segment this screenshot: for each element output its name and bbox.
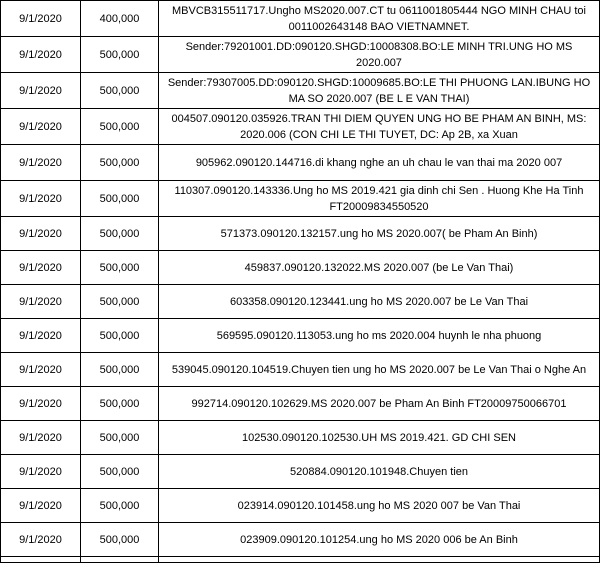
description-cell: Sender:79201001.DD:090120.SHGD:10008308.BO:LE MINH TRI.UNG HO MS 2020.007 <box>159 37 600 73</box>
date-cell: 9/1/2020 <box>1 489 81 523</box>
description-cell: 520884.090120.101948.Chuyen tien <box>159 455 600 489</box>
date-cell: 9/1/2020 <box>1 421 81 455</box>
date-cell: 9/1/2020 <box>1 37 81 73</box>
amount-cell: 500,000 <box>81 353 159 387</box>
table-row <box>1 387 600 421</box>
table-row <box>1 181 600 217</box>
table-row <box>1 523 600 557</box>
description-cell: 539045.090120.104519.Chuyen tien ung ho MS 2020.007 be Le Van Thai o Nghe An <box>159 353 600 387</box>
amount-cell: 500,000 <box>81 181 159 217</box>
table-row <box>1 251 600 285</box>
date-cell: 9/1/2020 <box>1 285 81 319</box>
date-cell: 9/1/2020 <box>1 319 81 353</box>
amount-cell <box>81 557 159 563</box>
date-cell: 9/1/2020 <box>1 145 81 181</box>
table-row <box>1 73 600 109</box>
description-cell: 905962.090120.144716.di khang nghe an uh chau le van thai ma 2020 007 <box>159 145 600 181</box>
date-cell: 9/1/2020 <box>1 181 81 217</box>
amount-cell: 500,000 <box>81 109 159 145</box>
description-cell: 569595.090120.113053.ung ho ms 2020.004 huynh le nha phuong <box>159 319 600 353</box>
description-cell: Sender:79307005.DD:090120.SHGD:10009685.BO:LE THI PHUONG LAN.IBUNG HO MA SO 2020.007 (BE L E VAN THAI) <box>159 73 600 109</box>
table-row <box>1 455 600 489</box>
amount-cell: 500,000 <box>81 489 159 523</box>
date-cell <box>1 557 81 563</box>
amount-cell: 500,000 <box>81 217 159 251</box>
description-cell: 459837.090120.132022.MS 2020.007 (be Le Van Thai) <box>159 251 600 285</box>
table-row <box>1 489 600 523</box>
amount-cell: 500,000 <box>81 251 159 285</box>
amount-cell: 500,000 <box>81 421 159 455</box>
table-row <box>1 145 600 181</box>
amount-cell: 400,000 <box>81 1 159 37</box>
date-cell: 9/1/2020 <box>1 523 81 557</box>
description-cell: 023914.090120.101458.ung ho MS 2020 007 be Van Thai <box>159 489 600 523</box>
amount-cell: 500,000 <box>81 145 159 181</box>
description-cell: 102530.090120.102530.UH MS 2019.421. GD CHI SEN <box>159 421 600 455</box>
date-cell: 9/1/2020 <box>1 353 81 387</box>
description-cell: 571373.090120.132157.ung ho MS 2020.007( be Pham An Binh) <box>159 217 600 251</box>
amount-cell: 500,000 <box>81 285 159 319</box>
description-cell <box>159 557 600 563</box>
table-row <box>1 353 600 387</box>
amount-cell: 500,000 <box>81 387 159 421</box>
date-cell: 9/1/2020 <box>1 1 81 37</box>
amount-cell: 500,000 <box>81 37 159 73</box>
date-cell: 9/1/2020 <box>1 217 81 251</box>
date-cell: 9/1/2020 <box>1 251 81 285</box>
table-row <box>1 421 600 455</box>
table-row <box>1 1 600 37</box>
description-cell: MBVCB315511717.Ungho MS2020.007.CT tu 0611001805444 NGO MINH CHAU toi 0011002643148 BAO VIETNAMNET. <box>159 1 600 37</box>
table-row <box>1 109 600 145</box>
description-cell: 023909.090120.101254.ung ho MS 2020 006 be An Binh <box>159 523 600 557</box>
amount-cell: 500,000 <box>81 523 159 557</box>
amount-cell: 500,000 <box>81 455 159 489</box>
amount-cell: 500,000 <box>81 319 159 353</box>
description-cell: 004507.090120.035926.TRAN THI DIEM QUYEN UNG HO BE PHAM AN BINH, MS: 2020.006 (CON CHI LE THI TUYET, DC: Ap 2B, xa Xuan <box>159 109 600 145</box>
description-cell: 110307.090120.143336.Ung ho MS 2019.421 gia dinh chi Sen . Huong Khe Ha Tinh FT20009834550520 <box>159 181 600 217</box>
date-cell: 9/1/2020 <box>1 109 81 145</box>
amount-cell: 500,000 <box>81 73 159 109</box>
date-cell: 9/1/2020 <box>1 455 81 489</box>
date-cell: 9/1/2020 <box>1 387 81 421</box>
table-row-cutoff <box>1 557 600 563</box>
table-row <box>1 37 600 73</box>
date-cell: 9/1/2020 <box>1 73 81 109</box>
description-cell: 603358.090120.123441.ung ho MS 2020.007 be Le Van Thai <box>159 285 600 319</box>
description-cell: 992714.090120.102629.MS 2020.007 be Pham An Binh FT20009750066701 <box>159 387 600 421</box>
table-row <box>1 285 600 319</box>
table-row <box>1 319 600 353</box>
table-row <box>1 217 600 251</box>
